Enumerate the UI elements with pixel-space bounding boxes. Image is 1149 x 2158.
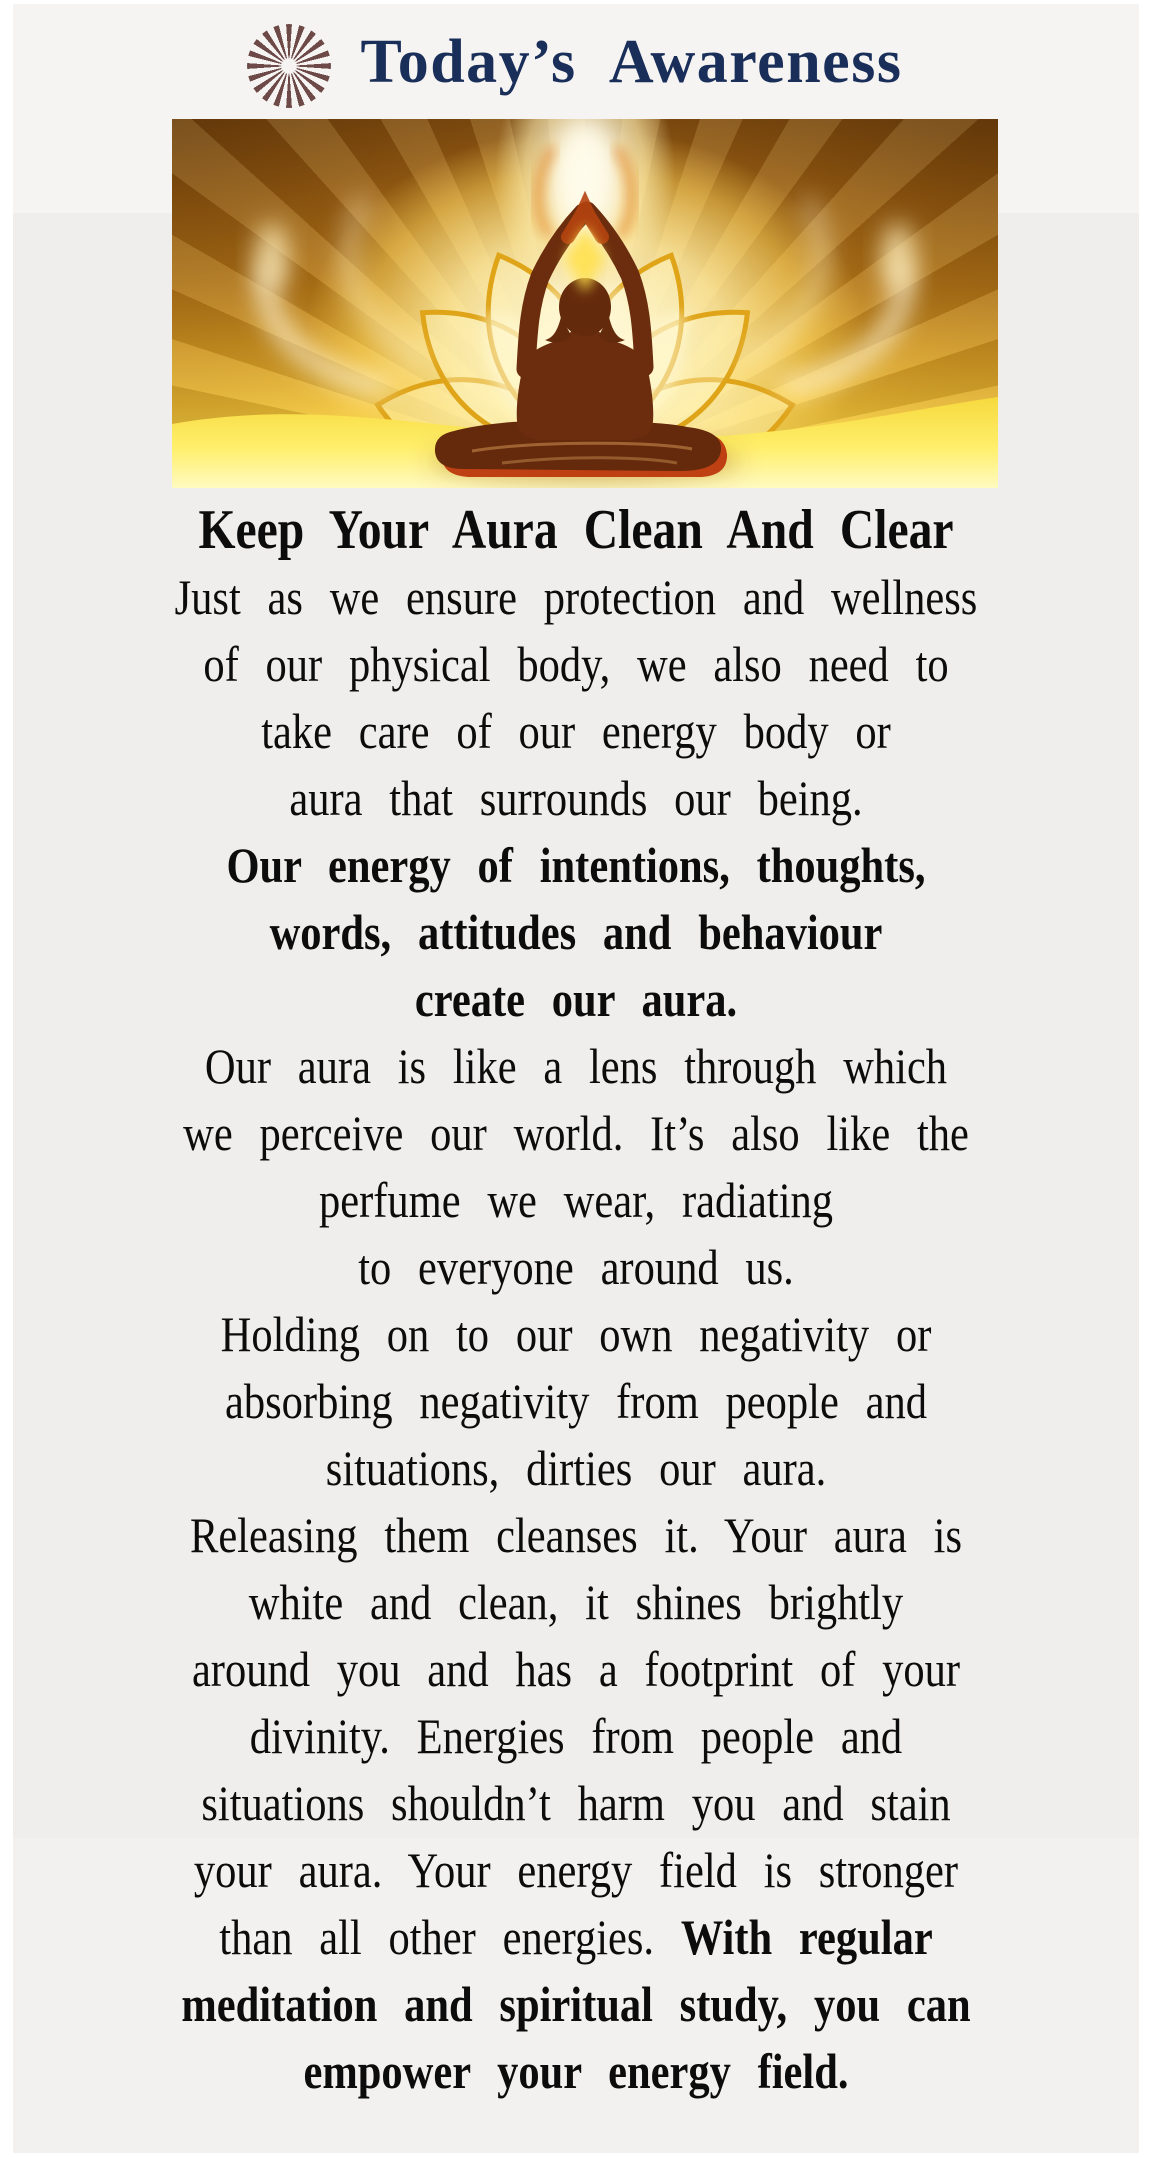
text-line: meditation and spiritual study, you can xyxy=(181,1976,971,2032)
text-line: of our physical body, we also need to xyxy=(203,636,949,692)
text-line: to everyone around us. xyxy=(358,1239,794,1295)
text-line: Our aura is like a lens through which xyxy=(204,1038,948,1094)
meditation-hero-image xyxy=(172,119,998,488)
text-line: we perceive our world. It’s also like the xyxy=(183,1105,969,1161)
text-line: aura that surrounds our being. xyxy=(289,770,863,826)
text-line: create our aura. xyxy=(414,971,738,1027)
page-title: Today’s Awareness xyxy=(360,28,903,96)
header xyxy=(0,12,1149,112)
starburst-center-dot xyxy=(284,62,293,71)
text-line: your aura. Your energy field is stronger xyxy=(193,1842,959,1898)
text-line: situations, dirties our aura. xyxy=(325,1440,827,1496)
text-line: divinity. Energies from people and xyxy=(249,1708,903,1764)
text-line: situations shouldn’t harm you and stain xyxy=(201,1775,951,1831)
meditation-illustration xyxy=(172,119,998,488)
text-line: take care of our energy body or xyxy=(261,703,891,759)
text-line: empower your energy field. xyxy=(303,2043,849,2099)
text-line: Holding on to our own negativity or xyxy=(220,1306,932,1362)
article xyxy=(13,497,1139,2105)
text-line: words, attitudes and behaviour xyxy=(269,904,883,960)
text-line: white and clean, it shines brightly xyxy=(248,1574,904,1630)
text-line: around you and has a footprint of your xyxy=(191,1641,961,1697)
text-line: Releasing them cleanses it. Your aura is xyxy=(189,1507,963,1563)
text-line: Just as we ensure protection and wellness xyxy=(174,569,978,625)
text-line: absorbing negativity from people and xyxy=(225,1373,927,1429)
article-lines xyxy=(13,564,1139,2105)
article-heading: Keep Your Aura Clean And Clear xyxy=(198,499,954,561)
text-line: Our energy of intentions, thoughts, xyxy=(226,837,926,893)
starburst-icon xyxy=(247,24,331,108)
text-line: than all other energies. With regular xyxy=(219,1909,933,1965)
text-line: perfume we wear, radiating xyxy=(318,1172,834,1228)
